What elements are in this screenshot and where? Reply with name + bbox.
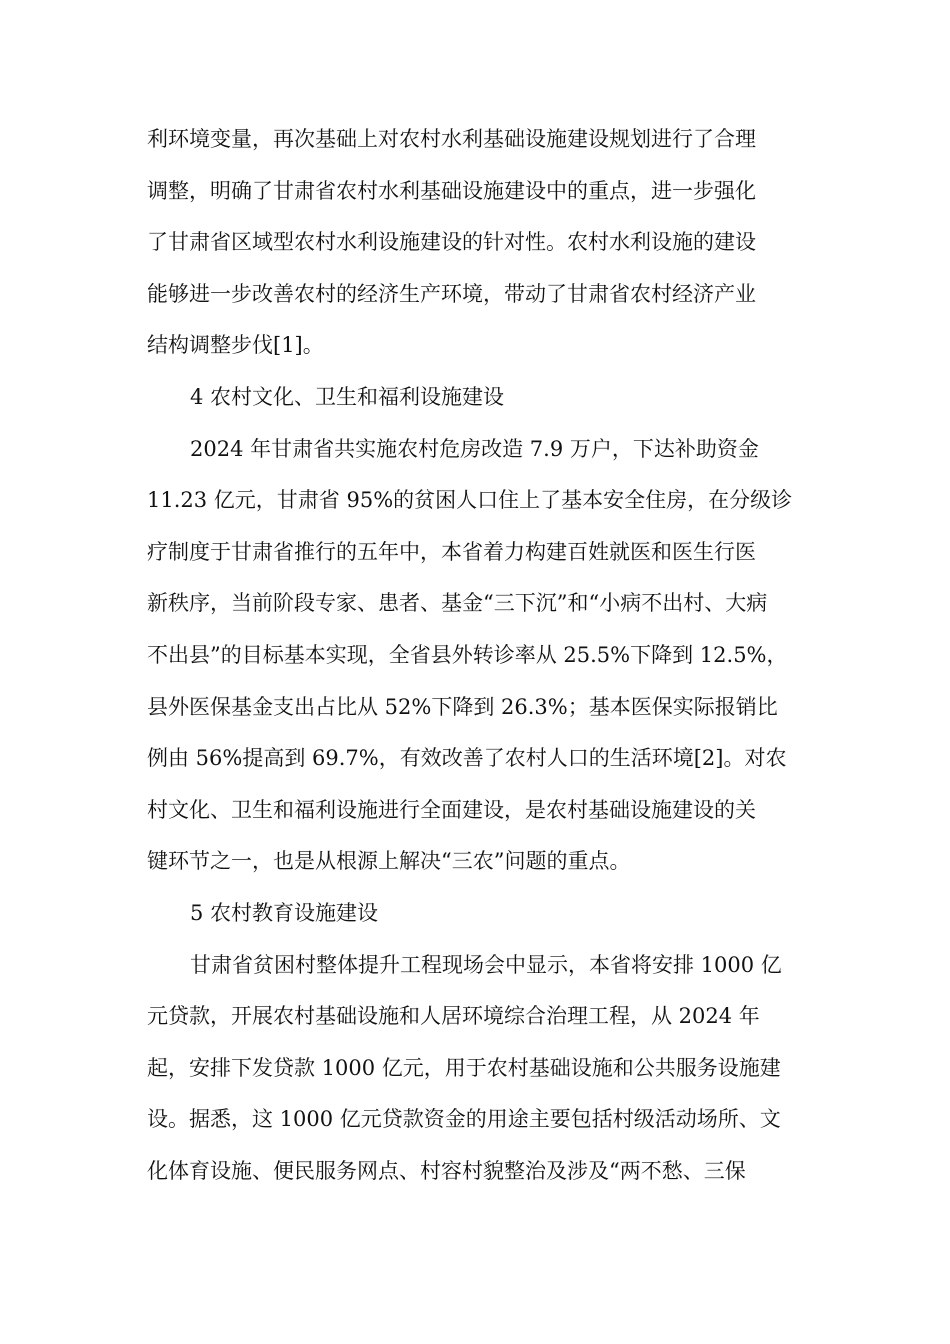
paragraph-line: 不出县”的目标基本实现，全省县外转诊率从 25.5%下降到 12.5%， [147, 642, 788, 667]
paragraph-line: 利环境变量，再次基础上对农村水利基础设施建设规划进行了合理 [147, 127, 756, 151]
paragraph-line: 结构调整步伐[1]。 [147, 333, 324, 358]
document-body [147, 114, 807, 1197]
section-heading: 5 农村教育设施建设 [190, 900, 379, 925]
paragraph-line: 设。据悉，这 1000 亿元贷款资金的用途主要包括村级活动场所、文 [147, 1107, 781, 1132]
paragraph-line: 键环节之一，也是从根源上解决“三农”问题的重点。 [147, 849, 631, 874]
paragraph-line: 了甘肃省区域型农村水利设施建设的针对性。农村水利设施的建设 [147, 230, 756, 255]
paragraph-line: 11.23 亿元，甘肃省 95%的贫困人口住上了基本安全住房，在分级诊 [147, 488, 793, 513]
paragraph-line: 调整，明确了甘肃省农村水利基础设施建设中的重点，进一步强化 [147, 178, 756, 203]
paragraph-line: 新秩序，当前阶段专家、患者、基金“三下沉”和“小病不出村、大病 [147, 591, 768, 616]
paragraph-line: 县外医保基金支出占比从 52%下降到 26.3%；基本医保实际报销比 [147, 694, 778, 719]
paragraph-line: 村文化、卫生和福利设施进行全面建设，是农村基础设施建设的关 [147, 797, 756, 822]
paragraph-line: 能够进一步改善农村的经济生产环境，带动了甘肃省农村经济产业 [147, 281, 756, 306]
paragraph-line: 疗制度于甘肃省推行的五年中，本省着力构建百姓就医和医生行医 [147, 539, 756, 564]
paragraph-line: 甘肃省贫困村整体提升工程现场会中显示，本省将安排 1000 亿 [190, 952, 782, 977]
paragraph-line: 2024 年甘肃省共实施农村危房改造 7.9 万户，下达补助资金 [190, 436, 759, 461]
paragraph-line: 例由 56%提高到 69.7%，有效改善了农村人口的生活环境[2]。对农 [147, 746, 787, 771]
section-heading: 4 农村文化、卫生和福利设施建设 [190, 384, 505, 409]
paragraph-line: 起，安排下发贷款 1000 亿元，用于农村基础设施和公共服务设施建 [147, 1055, 781, 1080]
paragraph-line: 化体育设施、便民服务网点、村容村貌整治及涉及“两不愁、三保 [147, 1158, 746, 1183]
paragraph-line: 元贷款，开展农村基础设施和人居环境综合治理工程，从 2024 年 [147, 1004, 760, 1029]
